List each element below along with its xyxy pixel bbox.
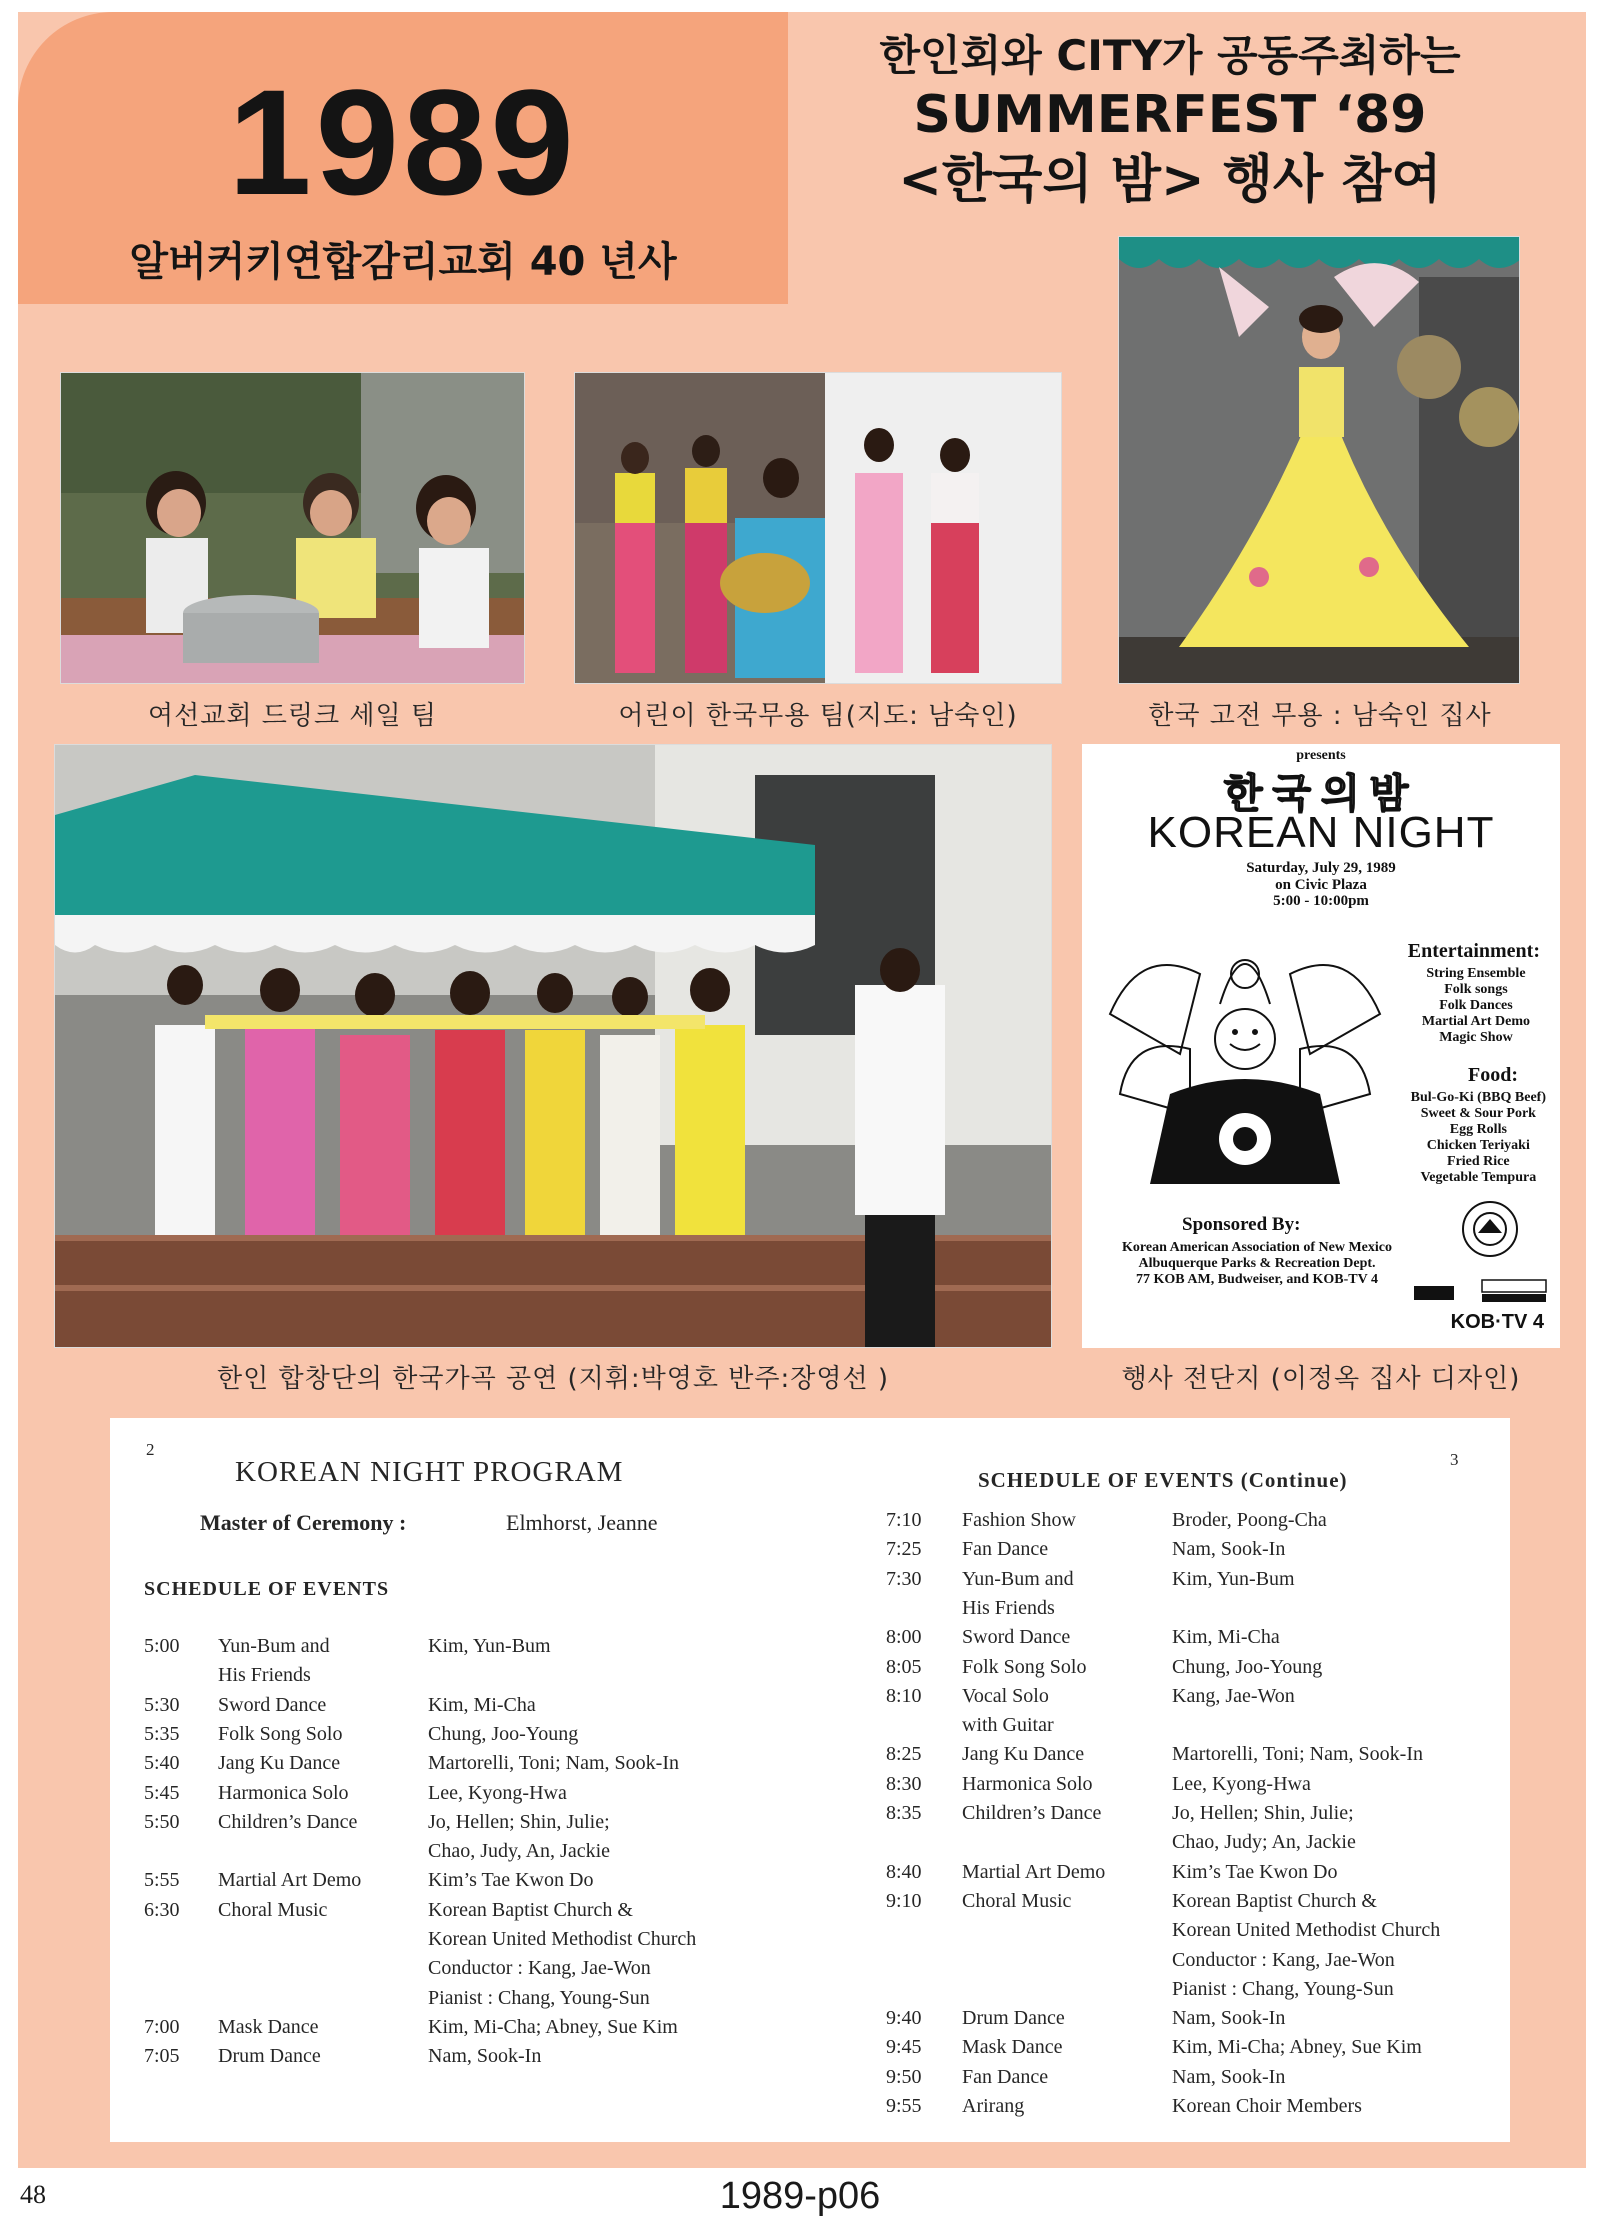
event-name: Fan Dance <box>962 2065 1049 2088</box>
schedule-row <box>886 1623 1526 1652</box>
photo-choir-image <box>55 745 1052 1348</box>
flyer-dancer-illustration <box>1100 904 1390 1194</box>
event-name: Children’s Dance <box>962 1802 1102 1824</box>
flyer-sponsor-line: 77 KOB AM, Budweiser, and KOB-TV 4 <box>1136 1272 1378 1288</box>
event-name: with Guitar <box>962 1714 1054 1737</box>
event-performer: Korean United Methodist Church <box>1172 1919 1441 1942</box>
schedule-row <box>144 1984 784 2013</box>
flyer-place: on Civic Plaza <box>1275 876 1367 893</box>
event-name: Choral Music <box>962 1889 1072 1912</box>
event-performer: Chao, Judy; An, Jackie <box>1172 1831 1356 1854</box>
flyer-entertainment-item: Martial Art Demo <box>1421 1014 1530 1030</box>
event-performer: Kim’s Tae Kwon Do <box>1172 1860 1338 1883</box>
event-name: Jang Ku Dance <box>218 1752 341 1775</box>
flyer-food-item: Sweet & Sour Pork <box>1420 1106 1536 1122</box>
flyer-entertainment-list <box>1422 966 1530 1046</box>
event-time: 7:05 <box>144 2045 180 2068</box>
event-headline <box>820 30 1520 213</box>
sponsor-logos-icon <box>1412 1278 1552 1306</box>
event-name: Sword Dance <box>218 1693 327 1716</box>
flyer-food-item: Egg Rolls <box>1449 1122 1507 1138</box>
caption-children-dance: 어린이 한국무용 팀(지도: 남숙인) <box>618 701 1018 731</box>
event-name: Fan Dance <box>962 1538 1049 1561</box>
flyer-food-item: Chicken Teriyaki <box>1426 1138 1530 1154</box>
event-time: 5:40 <box>144 1752 180 1775</box>
schedule-row <box>886 1594 1526 1623</box>
event-time: 5:30 <box>144 1693 180 1716</box>
event-time: 8:25 <box>886 1743 922 1766</box>
schedule-row <box>886 1740 1526 1769</box>
schedule-row <box>886 1653 1526 1682</box>
title-box <box>18 12 788 304</box>
event-time: 9:45 <box>886 2036 922 2059</box>
event-time: 5:50 <box>144 1810 180 1833</box>
event-name: Jang Ku Dance <box>962 1743 1085 1766</box>
flyer-entertainment-item: String Ensemble <box>1426 966 1526 981</box>
program-title: KOREAN NIGHT PROGRAM <box>235 1456 624 1488</box>
schedule-row <box>886 2092 1526 2121</box>
event-performer: Conductor : Kang, Jae-Won <box>1172 1948 1395 1971</box>
photo-children-dance-team <box>574 372 1062 684</box>
event-performer: Nam, Sook-In <box>1172 2007 1286 2030</box>
schedule-row <box>886 1506 1526 1535</box>
flyer-food-item: Vegetable Tempura <box>1420 1170 1537 1186</box>
event-name: Folk Song Solo <box>962 1655 1087 1678</box>
flyer-entertainment-item: Folk songs <box>1444 982 1508 998</box>
event-performer: Kang, Jae-Won <box>1172 1684 1295 1707</box>
event-time: 7:25 <box>886 1538 922 1561</box>
schedule-row <box>144 1896 784 1925</box>
caption-choir: 한인 합창단의 한국가곡 공연 (지휘:박영호 반주:장영선 ) <box>217 1364 889 1394</box>
event-performer: Nam, Sook-In <box>1172 2065 1286 2088</box>
korean-night-flyer <box>1082 744 1560 1348</box>
event-performer: Korean United Methodist Church <box>428 1928 697 1950</box>
event-time: 5:55 <box>144 1869 180 1892</box>
event-performer: Jo, Hellen; Shin, Julie; <box>1172 1802 1354 1824</box>
event-time: 8:30 <box>886 1772 922 1795</box>
event-performer: Jo, Hellen; Shin, Julie; <box>428 1810 610 1833</box>
schedule-row <box>886 2004 1526 2033</box>
flyer-time: 5:00 - 10:00pm <box>1273 893 1369 909</box>
schedule-row <box>144 1837 784 1866</box>
schedule-row <box>886 1887 1526 1916</box>
flyer-presents: presents <box>1296 748 1346 763</box>
schedule-row <box>886 1682 1526 1711</box>
event-time: 9:50 <box>886 2065 922 2088</box>
caption-flyer: 행사 전단지 (이정옥 집사 디자인) <box>1121 1364 1521 1394</box>
kob-tv-logo: KOB·TV 4 <box>1450 1311 1544 1333</box>
korean-night-program <box>110 1418 1510 2142</box>
event-time: 9:55 <box>886 2095 922 2117</box>
schedule-row <box>144 2042 784 2071</box>
page-number: 48 <box>20 2180 46 2209</box>
event-time: 8:35 <box>886 1802 922 1824</box>
event-time: 8:00 <box>886 1626 922 1649</box>
parks-seal-icon <box>1460 1199 1520 1259</box>
schedule-row <box>886 1858 1526 1887</box>
schedule-row <box>144 1661 784 1690</box>
event-name: Yun-Bum and <box>962 1567 1074 1590</box>
event-name: Folk Song Solo <box>218 1722 343 1745</box>
mc-label: Master of Ceremony : <box>200 1510 407 1535</box>
photo-choir-performance <box>54 744 1052 1348</box>
event-performer: Kim, Mi-Cha; Abney, Sue Kim <box>428 2015 678 2038</box>
flyer-sponsored-heading: Sponsored By: <box>1182 1214 1301 1235</box>
schedule-row <box>886 1946 1526 1975</box>
event-time: 5:35 <box>144 1722 180 1745</box>
program-mc-value: Elmhorst, Jeanne <box>506 1510 658 1535</box>
event-name: Vocal Solo <box>962 1684 1049 1707</box>
event-name: Children’s Dance <box>218 1810 358 1833</box>
event-performer: Kim, Yun-Bum <box>1172 1567 1295 1590</box>
photo-drink-sale-team <box>60 372 525 684</box>
event-performer: Broder, Poong-Cha <box>1172 1509 1327 1531</box>
event-performer: Pianist : Chang, Young-Sun <box>1172 1977 1394 2000</box>
event-performer: Korean Choir Members <box>1172 2095 1362 2117</box>
event-performer: Korean Baptist Church & <box>1172 1889 1377 1912</box>
schedule-row <box>886 1535 1526 1564</box>
event-time: 7:10 <box>886 1509 922 1531</box>
event-performer: Kim, Mi-Cha <box>1172 1626 1280 1649</box>
event-name: Martial Art Demo <box>962 1860 1106 1883</box>
flyer-sponsors <box>1092 1240 1422 1288</box>
event-time: 9:40 <box>886 2007 922 2030</box>
schedule-row <box>144 1866 784 1895</box>
flyer-date: Saturday, July 29, 1989 <box>1246 860 1396 876</box>
program-mc-label <box>200 1510 406 1536</box>
program-page-right: 3 <box>1450 1450 1459 1469</box>
event-performer: Lee, Kyong-Hwa <box>428 1781 567 1804</box>
flyer-food-item: Bul-Go-Ki (BBQ Beef) <box>1410 1090 1546 1105</box>
schedule-row <box>144 1720 784 1749</box>
flyer-korean-title: 한국의밤 <box>1223 771 1419 817</box>
event-performer: Chung, Joo-Young <box>1172 1655 1323 1678</box>
schedule-row <box>144 1954 784 1983</box>
event-name: Sword Dance <box>962 1626 1071 1649</box>
event-performer: Martorelli, Toni; Nam, Sook-In <box>1172 1743 1423 1766</box>
event-name: Drum Dance <box>962 2007 1065 2030</box>
event-time: 8:40 <box>886 1860 922 1883</box>
event-name: His Friends <box>962 1596 1055 1619</box>
event-name: Mask Dance <box>218 2015 319 2038</box>
event-time: 6:30 <box>144 1898 180 1921</box>
event-name: Fashion Show <box>962 1509 1076 1531</box>
event-performer: Chao, Judy, An, Jackie <box>428 1840 611 1863</box>
event-performer: Nam, Sook-In <box>428 2045 542 2068</box>
event-time: 8:05 <box>886 1655 922 1678</box>
event-time: 7:00 <box>144 2015 180 2038</box>
schedule-row <box>144 1691 784 1720</box>
event-name: Yun-Bum and <box>218 1635 330 1657</box>
schedule-row <box>886 1565 1526 1594</box>
schedule-row <box>886 1975 1526 2004</box>
photo-classical-dance <box>1118 236 1520 684</box>
flyer-entertainment-heading: Entertainment: <box>1407 940 1540 962</box>
event-performer: Chung, Joo-Young <box>428 1722 579 1745</box>
event-name: His Friends <box>218 1664 311 1687</box>
schedule-row <box>886 1799 1526 1828</box>
event-performer: Nam, Sook-In <box>1172 1538 1286 1561</box>
event-name: Harmonica Solo <box>962 1772 1093 1795</box>
schedule-row <box>144 1749 784 1778</box>
event-name: Choral Music <box>218 1898 328 1921</box>
event-time: 7:30 <box>886 1567 922 1590</box>
photo-drink-sale-image <box>61 373 525 684</box>
schedule-row <box>886 1770 1526 1799</box>
schedule-row <box>144 1925 784 1954</box>
event-performer: Kim’s Tae Kwon Do <box>428 1869 594 1892</box>
event-time: 5:45 <box>144 1781 180 1804</box>
flyer-sponsor-line: Korean American Association of New Mexico <box>1122 1240 1392 1255</box>
event-performer: Conductor : Kang, Jae-Won <box>428 1957 651 1980</box>
schedule-row <box>144 2013 784 2042</box>
event-name: Arirang <box>962 2095 1025 2117</box>
flyer-food-heading: Food: <box>1468 1064 1518 1086</box>
event-name: Harmonica Solo <box>218 1781 349 1804</box>
schedule-heading: SCHEDULE OF EVENTS <box>144 1578 390 1600</box>
headline-line-1: 한인회와 CITY가 공동주최하는 <box>879 31 1461 80</box>
schedule-row <box>886 1916 1526 1945</box>
event-time: 5:00 <box>144 1635 180 1657</box>
event-performer: Kim, Yun-Bum <box>428 1635 551 1657</box>
flyer-date-block <box>1082 860 1560 910</box>
event-time: 9:10 <box>886 1889 922 1912</box>
flyer-entertainment-item: Magic Show <box>1439 1030 1513 1046</box>
event-performer: Kim, Mi-Cha <box>428 1693 536 1716</box>
event-performer: Lee, Kyong-Hwa <box>1172 1772 1311 1795</box>
headline-line-3: <한국의 밤> 행사 참여 <box>898 149 1442 210</box>
photo-classical-dance-image <box>1119 237 1520 684</box>
photo-children-dance-image <box>575 373 1062 684</box>
schedule-row <box>144 1779 784 1808</box>
schedule-row <box>886 2063 1526 2092</box>
flyer-food-item: Fried Rice <box>1447 1154 1510 1170</box>
headline-line-2: SUMMERFEST ‘89 <box>913 84 1427 145</box>
event-performer: Korean Baptist Church & <box>428 1898 633 1921</box>
caption-drink-sale: 여선교회 드링크 세일 팀 <box>148 701 437 731</box>
event-time: 8:10 <box>886 1684 922 1707</box>
schedule-row <box>886 1828 1526 1857</box>
page-reference: 1989-p06 <box>719 2175 881 2217</box>
year-title: 1989 <box>228 58 578 226</box>
event-performer: Martorelli, Toni; Nam, Sook-In <box>428 1752 679 1775</box>
flyer-sponsor-line: Albuquerque Parks & Recreation Dept. <box>1138 1256 1376 1272</box>
event-performer: Pianist : Chang, Young-Sun <box>428 1986 650 2009</box>
event-performer: Kim, Mi-Cha; Abney, Sue Kim <box>1172 2036 1422 2059</box>
event-name: Mask Dance <box>962 2036 1063 2059</box>
schedule-row <box>886 1711 1526 1740</box>
schedule-row <box>886 2033 1526 2062</box>
event-name: Martial Art Demo <box>218 1869 362 1892</box>
caption-classical-dance: 한국 고전 무용 : 남숙인 집사 <box>1148 701 1492 731</box>
schedule-row <box>144 1632 784 1661</box>
flyer-entertainment-item: Folk Dances <box>1439 998 1513 1014</box>
schedule-heading-continue: SCHEDULE OF EVENTS (Continue) <box>978 1468 1348 1492</box>
flyer-title: KOREAN NIGHT <box>1147 808 1495 857</box>
program-page-left: 2 <box>146 1440 155 1459</box>
schedule-row <box>144 1808 784 1837</box>
event-name: Drum Dance <box>218 2045 321 2068</box>
church-history-subtitle: 알버커키연합감리교회 40 년사 <box>129 239 677 285</box>
flyer-food-list <box>1411 1090 1546 1187</box>
